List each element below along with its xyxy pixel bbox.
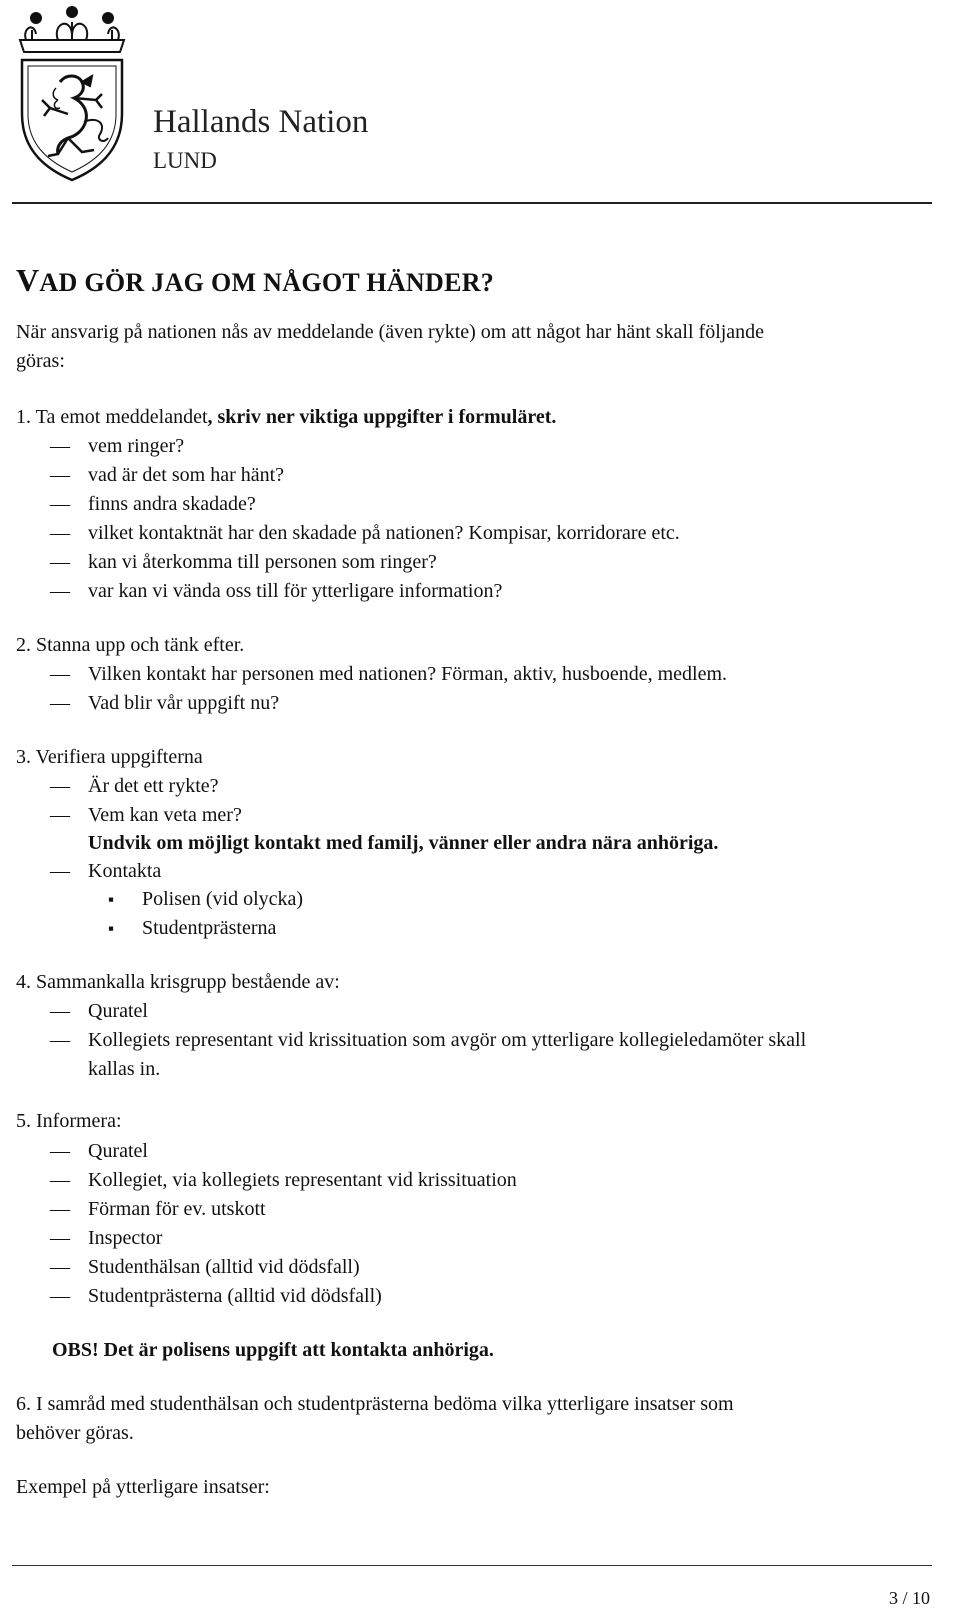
footer-divider bbox=[12, 1565, 932, 1566]
title-rest: AD GÖR JAG OM NÅGOT HÄNDER? bbox=[39, 268, 495, 297]
list-item: — Vad blir vår uppgift nu? bbox=[50, 689, 279, 718]
step-2-heading: 2. Stanna upp och tänk efter. bbox=[16, 634, 245, 656]
examples-heading: Exempel på ytterligare insatser: bbox=[16, 1476, 270, 1498]
header-divider bbox=[12, 202, 932, 204]
list-item: — Studenthälsan (alltid vid dödsfall) bbox=[50, 1253, 360, 1282]
list-item: — vilket kontaktnät har den skadade på nationen? Kompisar, korridorare etc. bbox=[50, 519, 680, 548]
page-number: 3 / 10 bbox=[888, 1588, 930, 1608]
step-3-heading: 3. Verifiera uppgifterna bbox=[16, 746, 203, 768]
intro-line: göras: bbox=[16, 350, 65, 372]
list-item: — vem ringer? bbox=[50, 432, 184, 461]
heraldic-lion-crest-icon bbox=[12, 4, 132, 184]
list-item: — Quratel bbox=[50, 997, 148, 1026]
organization-name: Hallands Nation bbox=[153, 104, 369, 140]
list-item: — Kollegiets representant vid krissituation som avgör om ytterligare kollegieledamöter skall bbox=[50, 1026, 806, 1055]
list-item: — Vem kan veta mer? bbox=[50, 801, 242, 830]
list-item: — Kollegiet, via kollegiets representant vid krissituation bbox=[50, 1166, 517, 1195]
list-item: — vad är det som har hänt? bbox=[50, 461, 284, 490]
contact-warning: Undvik om möjligt kontakt med familj, vänner eller andra nära anhöriga. bbox=[88, 832, 719, 854]
step-6-text: behöver göras. bbox=[16, 1422, 134, 1444]
bullet-item: ▪ Polisen (vid olycka) bbox=[108, 885, 303, 914]
step-5-heading: 5. Informera: bbox=[16, 1110, 122, 1132]
intro-line: När ansvarig på nationen nås av meddelande (även rykte) om att något har hänt skall följande bbox=[16, 321, 765, 343]
obs-notice: OBS! Det är polisens uppgift att kontakta anhöriga. bbox=[52, 1339, 494, 1361]
list-item: — Quratel bbox=[50, 1137, 148, 1166]
step-4-heading: 4. Sammankalla krisgrupp bestående av: bbox=[16, 971, 340, 993]
list-item: — Kontakta bbox=[50, 857, 161, 886]
step-1-heading-emphasis: , skriv ner viktiga uppgifter i formuläret. bbox=[207, 406, 557, 428]
list-item: — var kan vi vända oss till för ytterligare information? bbox=[50, 577, 502, 606]
bullet-item: ▪ Studentprästerna bbox=[108, 914, 276, 943]
step-6-text: 6. I samråd med studenthälsan och studentprästerna bedöma vilka ytterligare insatser som bbox=[16, 1393, 734, 1415]
list-item: — Är det ett rykte? bbox=[50, 772, 219, 801]
list-item: — Vilken kontakt har personen med nationen? Förman, aktiv, husboende, medlem. bbox=[50, 660, 727, 689]
list-item-continuation: kallas in. bbox=[88, 1058, 161, 1080]
list-item: — kan vi återkomma till personen som ringer? bbox=[50, 548, 437, 577]
organization-city: LUND bbox=[153, 148, 217, 173]
step-1-heading bbox=[16, 403, 556, 432]
list-item: — Studentprästerna (alltid vid dödsfall) bbox=[50, 1282, 382, 1311]
page-title bbox=[16, 262, 494, 299]
list-item: — Inspector bbox=[50, 1224, 162, 1253]
list-item: — finns andra skadade? bbox=[50, 490, 256, 519]
title-initial: V bbox=[16, 262, 40, 298]
step-1-heading-text: 1. Ta emot meddelandet bbox=[16, 406, 208, 428]
list-item: — Förman för ev. utskott bbox=[50, 1195, 266, 1224]
